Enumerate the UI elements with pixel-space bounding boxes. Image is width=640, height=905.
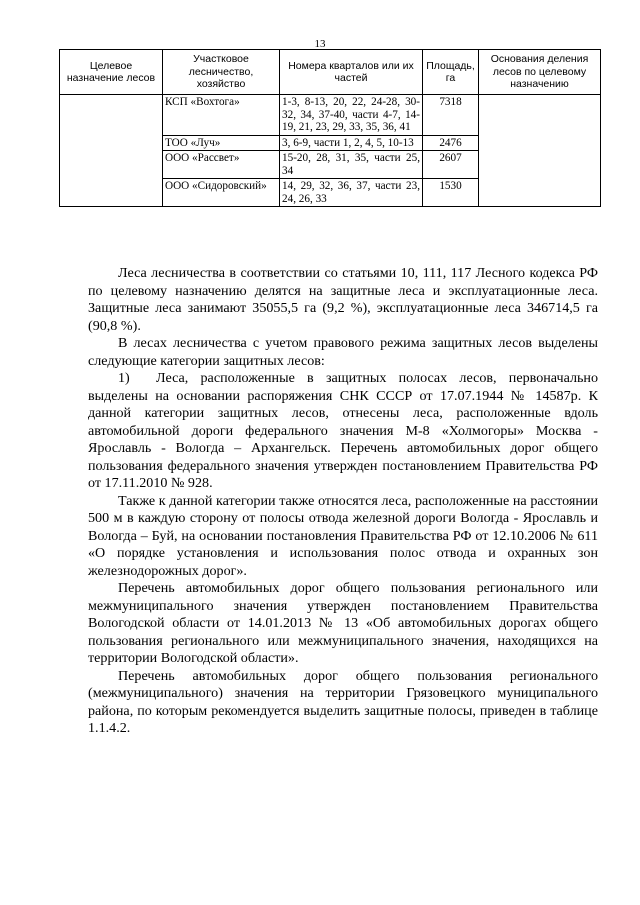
- paragraph: В лесах лесничества с учетом правового режима защитных лесов выделены следующие категории защитных лесов:: [88, 335, 598, 369]
- holding-cell: КСП «Вохтога»: [163, 95, 280, 136]
- header-basis: Основания деления лесов по целевому назначению: [479, 50, 601, 95]
- area-cell: 2607: [423, 151, 479, 179]
- header-area: Площадь, га: [423, 50, 479, 95]
- purpose-cell: [60, 95, 163, 207]
- holding-cell: ООО «Сидоровский»: [163, 179, 280, 207]
- holding-cell: ТОО «Луч»: [163, 135, 280, 151]
- table-row: [60, 95, 601, 136]
- paragraph: Перечень автомобильных дорог общего пользования регионального (межмуниципального) значения на территории Грязовецкого муниципального района, по которым рекомендуется выделить защитные полосы, приведен в таблице 1.1.4.2.: [88, 667, 598, 736]
- basis-cell: [479, 95, 601, 207]
- blocks-cell: 14, 29, 32, 36, 37, части 23, 24, 26, 33: [280, 179, 423, 207]
- blocks-cell: 1-3, 8-13, 20, 22, 24-28, 30-32, 34, 37-40, части 4-7, 14-19, 21, 23, 29, 33, 35, 36, 41: [280, 95, 423, 136]
- area-cell: 7318: [423, 95, 479, 136]
- forest-division-table: [59, 49, 601, 207]
- paragraph-numbered: [88, 370, 598, 493]
- page-number: 13: [314, 38, 326, 50]
- table-header-row: [60, 50, 601, 95]
- blocks-cell: 15-20, 28, 31, 35, части 25, 34: [280, 151, 423, 179]
- holding-cell: ООО «Рассвет»: [163, 151, 280, 179]
- paragraph: Перечень автомобильных дорог общего пользования регионального или межмуниципального значения утвержден постановлением Правительства Вологодской области от 14.01.2013 № 13 «Об автомобильных дорогах общего пользования регионального или межмуниципального значения, находящихся на территории Вологодской области».: [88, 580, 598, 666]
- header-holding: Участковое лесничество, хозяйство: [163, 50, 280, 95]
- paragraph: Леса лесничества в соответствии со статьями 10, 111, 117 Лесного кодекса РФ по целевому назначению делятся на защитные леса и эксплуатационные леса. Защитные леса занимают 35055,5 га (9,2 %), эксплуатационные леса 346714,5 га (90,8 %).: [88, 265, 598, 334]
- blocks-cell: 3, 6-9, части 1, 2, 4, 5, 10-13: [280, 135, 423, 151]
- header-blocks: Номера кварталов или их частей: [280, 50, 423, 95]
- area-cell: 1530: [423, 179, 479, 207]
- paragraph-text: Леса, расположенные в защитных полосах лесов, первоначально выделены на основании распоряжения СНК СССР от 17.07.1944 № 14587р. К данной категории защитных лесов, отнесены леса, расположенные вдоль автомобильной дороги федерального значения М-8 «Холмогоры» Москва - Ярославль - Вологда – Архангельск. Перечень автомобильных дорог общего пользования федерального значения утвержден постановлением Правительства РФ от 17.11.2010 № 928.: [88, 370, 598, 491]
- list-number: 1): [118, 370, 130, 386]
- body-text: [88, 265, 598, 738]
- paragraph: Также к данной категории также относятся леса, расположенные на расстоянии 500 м в каждую сторону от полосы отвода железной дороги Вологда - Ярославль и Вологда – Буй, на основании постановления Правительства РФ от 12.10.2006 № 611 «О порядке установления и использования полос отвода и охранных зон железнодорожных дорог».: [88, 492, 598, 579]
- header-purpose: Целевое назначение лесов: [60, 50, 163, 95]
- area-cell: 2476: [423, 135, 479, 151]
